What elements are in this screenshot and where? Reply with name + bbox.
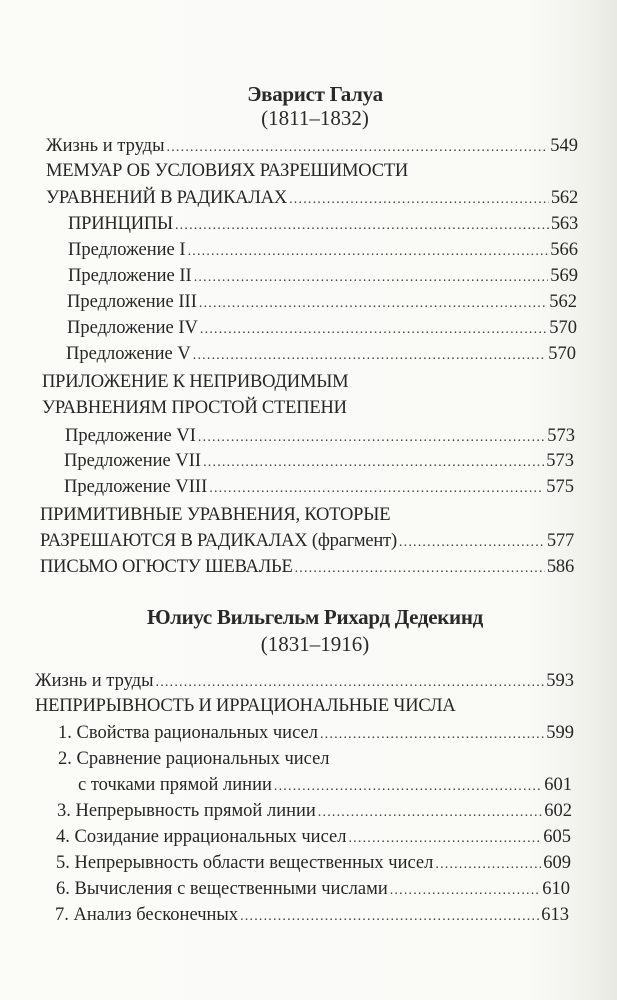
leader-dots <box>203 450 544 476</box>
entry-page: 599 <box>546 723 574 743</box>
entry-page: 577 <box>546 531 574 551</box>
entry-page: 562 <box>550 188 578 208</box>
author-years: (1831–1916) <box>260 632 370 656</box>
entry-title: НЕПРИРЫВНОСТЬ И ИРРАЦИОНАЛЬНЫЕ ЧИСЛА <box>35 696 456 716</box>
entry-title: Предложение II <box>68 266 192 286</box>
leader-dots <box>390 878 541 904</box>
author-years: (1811–1832) <box>261 106 369 130</box>
leader-dots <box>209 476 544 502</box>
entry-title: УРАВНЕНИЯМ ПРОСТОЙ СТЕПЕНИ <box>42 398 347 418</box>
leader-dots <box>320 722 544 748</box>
leader-dots <box>200 317 547 343</box>
entry-title-suffix: (фрагмент) <box>311 531 397 551</box>
entry-page: 605 <box>543 827 571 847</box>
entry-title: Предложение VI <box>65 426 196 446</box>
leader-dots <box>188 239 549 265</box>
toc-entry[interactable] <box>67 289 577 315</box>
entry-title: Жизнь и труды <box>46 136 165 156</box>
toc-entry[interactable] <box>68 263 578 289</box>
entry-page: 613 <box>541 905 569 925</box>
toc-entry[interactable] <box>64 474 574 500</box>
entry-page: 570 <box>549 318 577 338</box>
entry-page: 566 <box>550 240 578 260</box>
toc-entry[interactable] <box>67 315 577 341</box>
entry-title: с точками прямой линии <box>78 775 272 795</box>
entry-page: 586 <box>546 557 574 577</box>
author-heading: Эварист Галуа <box>247 82 383 106</box>
entry-title: Предложение IV <box>67 318 198 338</box>
entry-title: Предложение VII <box>64 451 202 471</box>
toc-entry[interactable] <box>56 850 571 876</box>
entry-page: 610 <box>542 879 570 899</box>
toc-entry[interactable] <box>58 720 574 746</box>
toc-entry[interactable] <box>57 798 572 824</box>
entry-page: 570 <box>548 344 576 364</box>
toc-entry[interactable] <box>55 902 569 928</box>
toc-entry[interactable] <box>56 824 571 850</box>
entry-page: 562 <box>549 292 577 312</box>
leader-dots <box>274 774 542 800</box>
leader-dots <box>194 265 549 291</box>
entry-title: УРАВНЕНИЙ В РАДИКАЛАХ <box>46 188 288 208</box>
toc-entry[interactable] <box>46 133 578 159</box>
entry-title <box>40 528 397 554</box>
toc-entry[interactable] <box>40 528 574 554</box>
leader-dots <box>435 852 541 878</box>
entry-title: 6. Вычисления с вещественными числами <box>56 879 388 899</box>
entry-page: 601 <box>544 775 572 795</box>
entry-title-line1: МЕМУАР ОБ УСЛОВИЯХ РАЗРЕШИМОСТИ <box>46 161 409 181</box>
entry-title: 4. Созидание иррациональных чисел <box>56 827 347 847</box>
toc-entry[interactable] <box>78 772 572 798</box>
leader-dots <box>399 530 545 556</box>
leader-dots <box>348 826 541 852</box>
leader-dots <box>295 556 545 582</box>
toc-entry[interactable] <box>56 876 570 902</box>
toc-entry[interactable] <box>35 668 574 694</box>
toc-entry[interactable] <box>65 423 575 449</box>
entry-title: 3. Непрерывность прямой линии <box>57 801 316 821</box>
entry-title: Жизнь и труды <box>35 671 154 691</box>
entry-title: Предложение VIII <box>64 477 208 497</box>
entry-title: Предложение I <box>68 240 186 260</box>
entry-page: 573 <box>547 426 575 446</box>
leader-dots <box>240 904 539 930</box>
toc-entry[interactable] <box>46 185 578 211</box>
entry-title: ПИСЬМО ОГЮСТУ ШЕВАЛЬЕ <box>40 557 293 577</box>
leader-dots <box>289 187 549 213</box>
entry-title: Предложение V <box>66 344 191 364</box>
entry-title: ПРИНЦИПЫ <box>68 214 173 234</box>
entry-title: 1. Свойства рациональных чисел <box>58 723 318 743</box>
author-heading: Юлиус Вильгельм Рихард Дедекинд <box>147 605 483 629</box>
entry-title: 7. Анализ бесконечных <box>55 905 239 925</box>
entry-page: 573 <box>546 451 574 471</box>
toc-entry[interactable] <box>64 448 574 474</box>
toc-entry[interactable] <box>68 211 578 237</box>
toc-entry[interactable] <box>66 341 576 367</box>
entry-title-line1: 2. Сравнение рациональных чисел <box>58 749 330 769</box>
entry-page: 609 <box>543 853 571 873</box>
entry-page: 563 <box>550 214 578 234</box>
entry-page: 549 <box>550 136 578 156</box>
entry-page: 593 <box>546 671 574 691</box>
entry-page: 602 <box>544 801 572 821</box>
leader-dots <box>199 291 547 317</box>
entry-title-line1: ПРИЛОЖЕНИЕ К НЕПРИВОДИМЫМ <box>42 372 349 392</box>
entry-title-line1: ПРИМИТИВНЫЕ УРАВНЕНИЯ, КОТОРЫЕ <box>40 505 391 525</box>
leader-dots <box>193 343 546 369</box>
leader-dots <box>175 213 549 239</box>
entry-page: 569 <box>550 266 578 286</box>
entry-title: Предложение III <box>67 292 197 312</box>
toc-entry[interactable] <box>40 554 574 580</box>
entry-page: 575 <box>546 477 574 497</box>
toc-entry[interactable] <box>68 237 578 263</box>
leader-dots <box>318 800 542 826</box>
entry-title-main: РАЗРЕШАЮТСЯ В РАДИКАЛАХ <box>40 531 308 551</box>
entry-title: 5. Непрерывность области вещественных чисел <box>56 853 434 873</box>
